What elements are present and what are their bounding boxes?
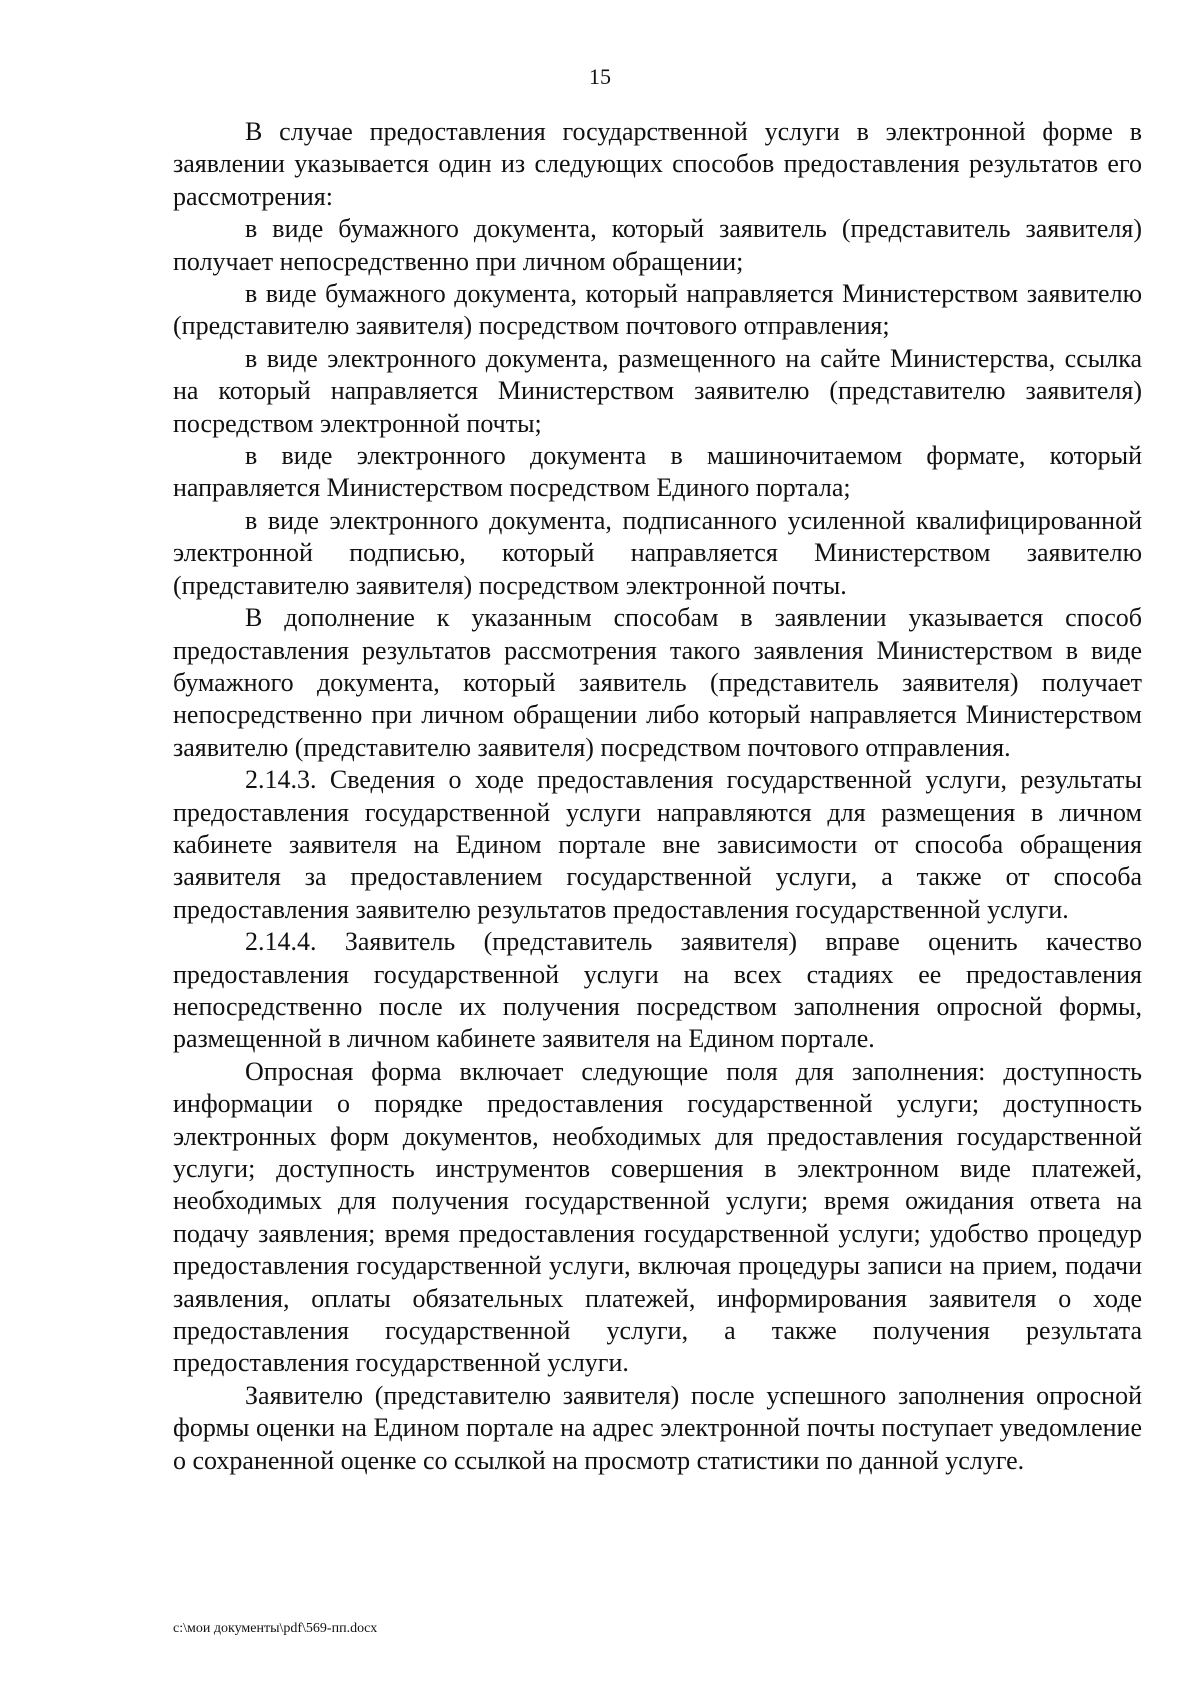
paragraph-option-paper-personal: в виде бумажного документа, который заявитель (представитель заявителя) получает непосредственно при личном обращении; [173, 214, 1142, 276]
paragraph-option-paper-mail: в виде бумажного документа, который направляется Министерством заявителю (представителю заявителя) посредством почтового отправления; [173, 279, 1142, 341]
footer-file-path: c:\мои документы\pdf\569-пп.docx [173, 1621, 378, 1636]
paragraph-clause-2-14-4: 2.14.4. Заявитель (представитель заявителя) вправе оценить качество предоставления государственной услуги на всех стадиях ее предоставления непосредственно после их получения посредством заполнения опросной формы, размещенной в личном кабинете заявителя на Едином портале. [173, 927, 1142, 1054]
paragraph-electronic-form-intro: В случае предоставления государственной услуги в электронной форме в заявлении указывается один из следующих способов предоставления результатов его рассмотрения: [173, 117, 1142, 211]
paragraph-option-qualified-signature: в виде электронного документа, подписанного усиленной квалифицированной электронной подписью, который направляется Министерством заявителю (представителю заявителя) посредством электронной почты. [173, 505, 1142, 600]
paragraph-clause-2-14-3: 2.14.3. Сведения о ходе предоставления государственной услуги, результаты предоставления государственной услуги направляются для размещения в личном кабинете заявителя на Едином портале вне зависимости от способа обращения заявителя за предоставлением государственной услуги, а также от способа предоставления заявителю результатов предоставления государственной услуги. [173, 765, 1142, 924]
paragraph-survey-notification: Заявителю (представителю заявителя) после успешного заполнения опросной формы оценки на Едином портале на адрес электронной почты поступает уведомление о сохраненной оценке со ссылкой на просмотр статистики по данной услуге. [173, 1380, 1142, 1475]
page-number: 15 [589, 64, 611, 89]
paragraph-survey-fields: Опросная форма включает следующие поля для заполнения: доступность информации о порядке предоставления государственной услуги; доступность электронных форм документов, необходимых для предоставления государственной услуги; доступность инструментов совершения в электронном виде платежей, необходимых для получения государственной услуги; время ожидания ответа на подачу заявления; время предоставления государственной услуги; удобство процедур предоставления государственной услуги, включая процедуры записи на прием, подачи заявления, оплаты обязательных платежей, информирования заявителя о ходе предоставления государственной услуги, а также получения результата предоставления государственной услуги. [173, 1056, 1142, 1378]
document-body [173, 116, 1142, 1477]
paragraph-option-machine-readable: в виде электронного документа в машиночитаемом формате, который направляется Министерством посредством Единого портала; [173, 441, 1142, 503]
paragraph-option-electronic-site-link: в виде электронного документа, размещенного на сайте Министерства, ссылка на который направляется Министерством заявителю (представителю заявителя) посредством электронной почты; [173, 343, 1142, 438]
paragraph-additional-method: В дополнение к указанным способам в заявлении указывается способ предоставления результатов рассмотрения такого заявления Министерством в виде бумажного документа, который заявитель (представитель заявителя) получает непосредственно при личном обращении либо который направляется Министерством заявителю (представителю заявителя) посредством почтового отправления. [173, 603, 1142, 762]
